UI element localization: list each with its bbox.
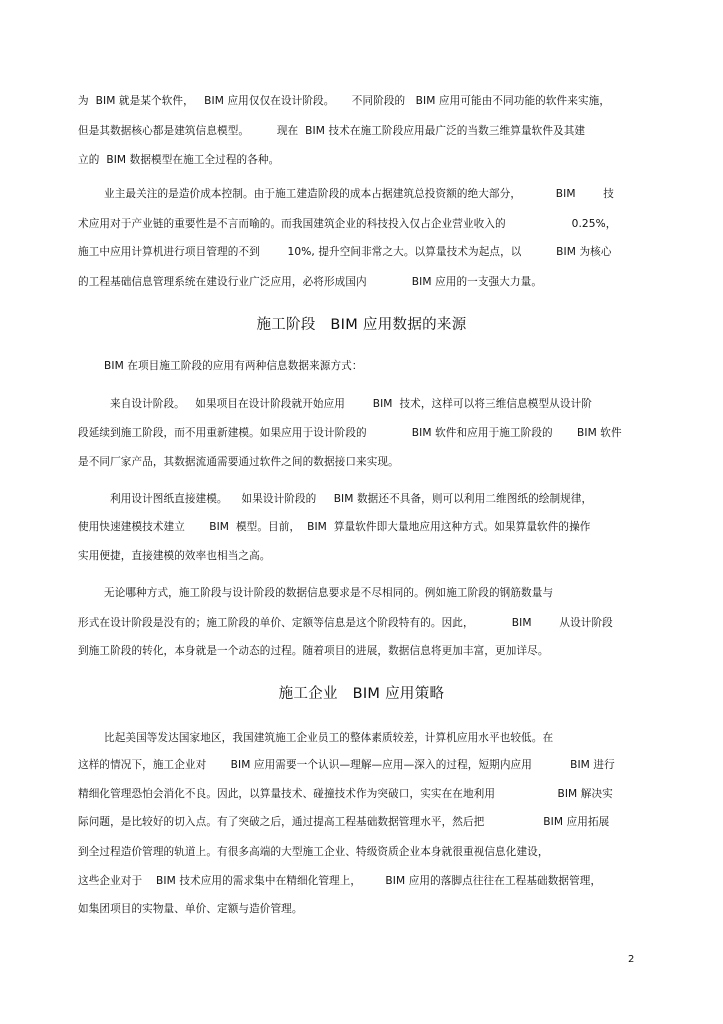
paragraph-line: 到全过程造价管理的轨道上。有很多高端的大型施工企业、特级资质企业本身就很重视信息化建设，: [78, 846, 549, 858]
paragraph-line: BIM 在项目施工阶段的应用有两种信息数据来源方式：: [104, 360, 363, 372]
paragraph-line: 是不同厂家产品，其数据流通需要通过软件之间的数据接口来实现。: [78, 456, 399, 468]
page-number: 2: [628, 954, 635, 965]
section-heading: 施工企业 BIM 应用策略: [278, 686, 445, 702]
paragraph-line: 实用便捷，直接建模的效率也相当之高。: [78, 550, 271, 562]
paragraph-line: 利用设计图纸直接建模。 如果设计阶段的 BIM 数据还不具备，则可以利用二维图纸的绘制规律，: [110, 493, 593, 505]
paragraph-line: 立的 BIM 数据模型在施工全过程的各种。: [78, 154, 280, 166]
paragraph-line: 如集团项目的实物量、单价、定额与造价管理。: [78, 903, 303, 915]
paragraph-line: 为 BIM 就是某个软件， BIM 应用仅仅在设计阶段。 不同阶段的 BIM 应用可能由不同功能的软件来实施，: [78, 95, 611, 107]
paragraph-line: 到施工阶段的转化，本身就是一个动态的过程。随着项目的进展，数据信息将更加丰富，更加详尽。: [78, 645, 549, 657]
paragraph-line: 无论哪种方式，施工阶段与设计阶段的数据信息要求是不尽相同的。例如施工阶段的钢筋数量与: [104, 587, 554, 599]
paragraph-line: 比起美国等发达国家地区，我国建筑施工企业员工的整体素质较差，计算机应用水平也较低。在: [104, 732, 554, 744]
paragraph-line: 这些企业对于 BIM 技术应用的需求集中在精细化管理上， BIM 应用的落脚点往往在工程基础数据管理，: [78, 875, 602, 887]
paragraph-line: 来自设计阶段。 如果项目在设计阶段就开始应用 BIM 技术，这样可以将三维信息模型从设计阶: [110, 398, 592, 410]
paragraph-line: 业主最关注的是造价成本控制。由于施工建造阶段的成本占据建筑总投资额的绝大部分， BIM 技: [104, 188, 614, 200]
paragraph-line: 精细化管理恐怕会消化不良。因此，以算量技术、碰撞技术作为突破口，实实在在地利用 BIM 解决实: [78, 788, 613, 800]
paragraph-line: 的工程基础信息管理系统在建设行业广泛应用，必将形成国内 BIM 应用的一支强大力量。: [78, 276, 543, 288]
paragraph-line: 这样的情况下，施工企业对 BIM 应用需要一个认识—理解—应用—深入的过程，短期内应用 BIM 进行: [78, 759, 615, 771]
paragraph-line: 使用快速建模技术建立 BIM 模型。目前， BIM 算量软件即大量地应用这种方式。如果算量软件的操作: [78, 521, 591, 533]
paragraph-line: 形式在设计阶段是没有的；施工阶段的单价、定额等信息是这个阶段特有的。因此， BIM 从设计阶段: [78, 617, 613, 629]
paragraph-line: 术应用对于产业链的重要性是不言而喻的。而我国建筑企业的科技投入仅占企业营业收入的 0.25%，: [78, 218, 617, 230]
paragraph-line: 段延续到施工阶段，而不用重新建模。如果应用于设计阶段的 BIM 软件和应用于施工阶段的 BIM 软件: [78, 427, 622, 439]
paragraph-line: 但是其数据核心都是建筑信息模型。 现在 BIM 技术在施工阶段应用最广泛的当数三维算量软件及其建: [78, 125, 586, 137]
paragraph-line: 施工中应用计算机进行项目管理的不到 10%, 提升空间非常之大。以算量技术为起点，以 BIM 为核心: [78, 246, 612, 258]
section-heading: 施工阶段 BIM 应用数据的来源: [256, 317, 467, 333]
paragraph-line: 际问题，是比较好的切入点。有了突破之后，通过提高工程基础数据管理水平，然后把 BIM 应用拓展: [78, 816, 610, 828]
